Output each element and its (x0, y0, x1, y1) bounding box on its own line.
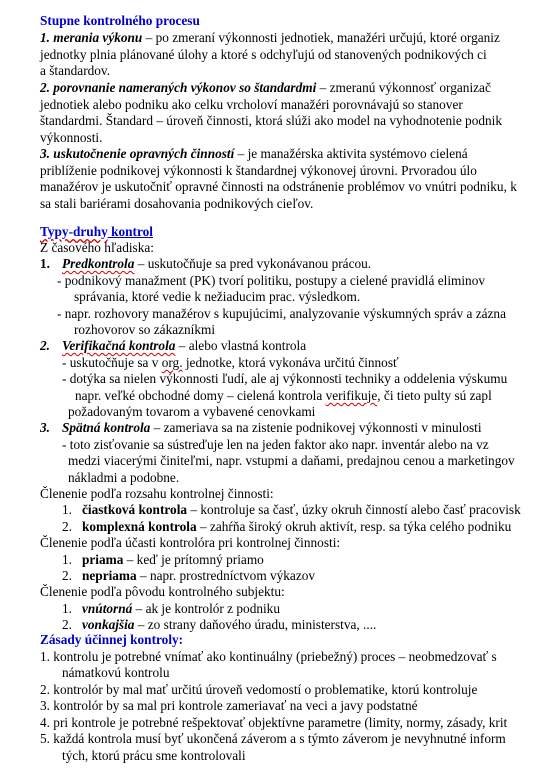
bullet-line: rozhovorov so zákazníkmi (74, 322, 216, 337)
list-item-priama (62, 552, 264, 569)
bullet-line: - toto zisťovanie sa sústreďuje len na jeden faktor ako napr. inventár alebo na vz (62, 437, 489, 452)
list-text: – uskutočňuje sa pred vykonávanou prácou. (134, 256, 372, 271)
list-number: 1. (62, 502, 72, 517)
list-item-vnutorna (62, 601, 280, 618)
list-text: – zahŕňa široký okruh aktivít, resp. sa týka celého podniku (196, 519, 512, 534)
bullet-line: nákladmi a podobne. (68, 470, 180, 485)
paragraph-text: – zmeranú výkonnosť organizač (316, 80, 491, 95)
paragraph-line: jednotky plnia plánované úlohy a ktoré s odchyľujú od stanovených podnikových ci (40, 47, 487, 62)
paragraph-text: – je manažérska aktivita systémovo cielená (234, 146, 468, 161)
principle-4: 4. pri kontrole je potrebné rešpektovať objektívne parametre (limity, normy, zásady, krit (40, 715, 508, 730)
list-number: 1. (62, 601, 72, 616)
term-verifikacna: Verifikačná kontrola (62, 338, 176, 353)
paragraph-line: manažérov je uskutočniť opravné činnosti na odstránenie problémov vo vnútri podniku, k (40, 179, 517, 194)
term-uskutocnenie: 3. uskutočnenie opravných činností (40, 146, 235, 161)
bullet-line: - podnikový manažment (PK) tvorí politiku, postupy a cielené pravidlá eliminov (57, 273, 485, 288)
list-number: 1. (40, 256, 50, 271)
list-number: 2. (62, 617, 72, 632)
list-number: 3. (40, 420, 50, 435)
paragraph-line: priblíženie podnikovej výkonnosti k štandardnej výkonovej úrovni. Prvoradou úlo (40, 163, 477, 178)
term-nepriama: nepriama (82, 568, 137, 583)
list-text: – zo strany daňového úradu, ministerstva, .... (134, 617, 377, 632)
list-number: 2. (62, 519, 72, 534)
list-text: – keď je prítomný priamo (123, 552, 264, 567)
bullet-line (75, 388, 492, 405)
intro-ucast: Členenie podľa účasti kontrolóra pri kontrolnej činnosti: (40, 535, 341, 550)
paragraph-line (40, 146, 468, 163)
term-spatna: Spätná kontrola (62, 420, 151, 435)
bullet-text-verifikuje: verifikuje (325, 388, 378, 403)
bullet-text: - uskutočňuje sa v (62, 355, 162, 370)
list-item-komplexna (62, 519, 511, 536)
principle-2: 2. kontrolór by mal mať určitú úroveň vedomostí o problematike, ktorú kontroluje (40, 682, 478, 697)
bullet-text: jednotke, ktorá vykonáva určitú činnosť (182, 355, 399, 370)
list-number: 2. (62, 568, 72, 583)
list-text: – kontroluje sa časť, úzky okruh činností alebo časť pracovisk (187, 502, 521, 517)
paragraph-line: jednotiek alebo podniku ako celku vrcholoví manažéri porovnávajú so stanover (40, 97, 463, 112)
principle-5-line: tých, ktorú prácu sme kontrolovali (62, 748, 246, 763)
bullet-line: požadovaným tovarom a vybavené cenovkami (68, 404, 316, 419)
list-text: – napr. prostredníctvom výkazov (136, 568, 316, 583)
paragraph-line: a štandardov. (40, 63, 111, 78)
term-vonkajsia: vonkajšia (82, 617, 135, 632)
paragraph-line: výkonnosti. (40, 130, 103, 145)
list-number: 2. (40, 338, 50, 353)
list-text: – ak je kontrolór z podniku (132, 601, 280, 616)
bullet-text-org: org. (161, 355, 183, 370)
section-title-zasady: Zásady účinnej kontroly: (40, 632, 184, 647)
term-ciastkova: čiastková kontrola (82, 502, 188, 517)
term-porovnanie: 2. porovnanie nameraných výkonov so štandardmi (40, 80, 317, 95)
list-number: 1. (62, 552, 72, 567)
bullet-line: správania, ktoré vedie k nežiaducim prac. výsledkom. (74, 289, 361, 304)
bullet-text: napr. veľké obchodné domy – cielená kontrola (75, 388, 326, 403)
paragraph-line: štandardmi. Štandard – úroveň činnosti, ktorá slúži ako model na vyhodnotenie podnik (40, 113, 502, 128)
bullet-line (62, 355, 399, 372)
list-item-spatna (40, 420, 482, 437)
list-item-nepriama (62, 568, 315, 585)
title-typy-druhy: Typy-druhy (40, 224, 108, 239)
intro-povod: Členenie podľa pôvodu kontrolného subjektu: (40, 584, 285, 599)
paragraph-line: sa stali bariérami dosahovania podnikových cieľov. (40, 196, 314, 211)
term-priama: priama (82, 552, 124, 567)
intro-casove: Z časového hľadiska: (40, 240, 154, 255)
principle-3: 3. kontrolór by sa mal pri kontrole zameriavať na veci a javy podstatné (40, 698, 418, 713)
bullet-line: - napr. rozhovory manažérov s kupujúcimi, analyzovanie výskumných správ a zázna (57, 306, 506, 321)
intro-rozsah: Členenie podľa rozsahu kontrolnej činnosti: (40, 486, 274, 501)
principle-1-line: námatkovú kontrolu (62, 665, 170, 680)
paragraph-line (40, 80, 491, 97)
list-text: – alebo vlastná kontrola (175, 338, 307, 353)
bullet-line: medzi viacerými činiteľmi, napr. vstupmi a daňami, predajnou cenou a marketingov (68, 453, 515, 468)
paragraph-text: – po zmeraní výkonnosti jednotiek, manažéri určujú, ktoré organiz (142, 30, 500, 45)
term-predkontrola: Predkontrola (62, 256, 135, 271)
section-title-stupne: Stupne kontrolného procesu (40, 13, 200, 28)
term-merania-vykonu: 1. merania výkonu (40, 30, 143, 45)
list-item-predkontrola (40, 256, 371, 273)
section-title-typy (40, 224, 153, 241)
list-item-ciastkova (62, 502, 521, 519)
bullet-text: , či tieto pulty sú zapl (377, 388, 492, 403)
principle-5-line: 5. každá kontrola musí byť ukončená záverom a s týmto záverom je nevyhnutné inform (40, 731, 506, 746)
term-vnutorna: vnútorná (82, 601, 133, 616)
title-kontrol: kontrol (107, 224, 153, 239)
list-text: – zameriava sa na zistenie podnikovej výkonnosti v minulosti (150, 420, 482, 435)
paragraph-line (40, 30, 500, 47)
list-item-verifikacna (40, 338, 306, 355)
principle-1-line: 1. kontrolu je potrebné vnímať ako kontinuálny (priebežný) proces – neobmedzovať s (40, 649, 497, 664)
bullet-line: - dotýka sa nielen výkonnosti ľudí, ale aj výkonnosti techniky a oddelenia výskumu (62, 371, 508, 386)
term-komplexna: komplexná kontrola (82, 519, 197, 534)
